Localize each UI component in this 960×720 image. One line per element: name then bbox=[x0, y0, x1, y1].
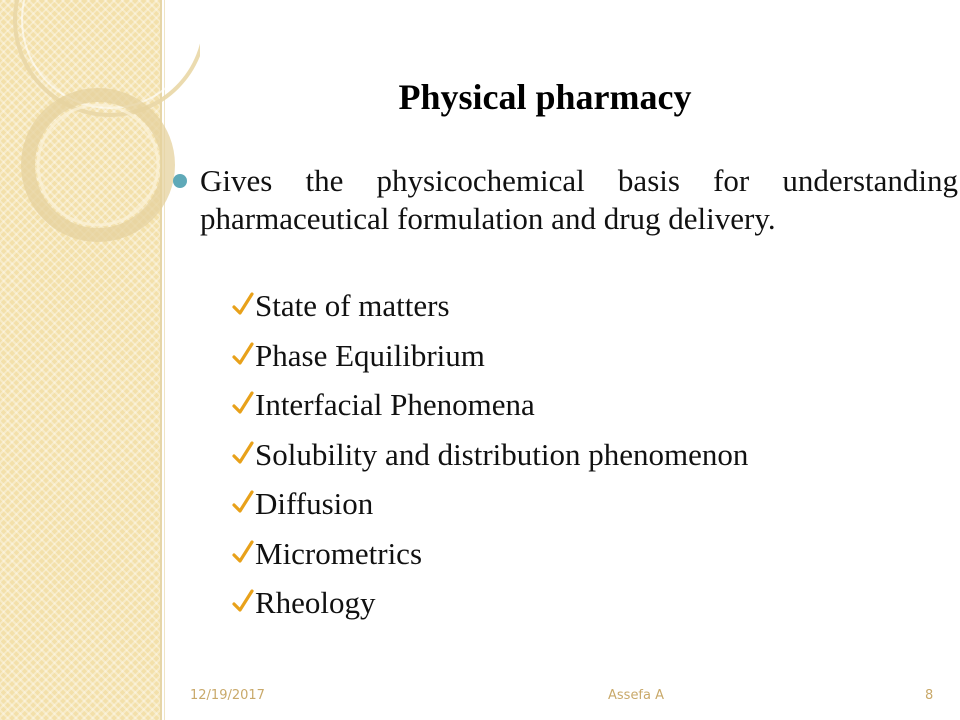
slide-title: Physical pharmacy bbox=[398, 77, 692, 117]
checkmark-icon bbox=[232, 290, 254, 320]
checklist-item bbox=[232, 336, 748, 386]
footer-author: Assefa A bbox=[608, 688, 665, 703]
main-bullet-text: Gives the physicochemical basis for understanding pharmaceutical formulation and drug delivery. bbox=[200, 163, 958, 236]
checkmark-icon bbox=[232, 389, 254, 419]
checklist-item bbox=[232, 583, 748, 633]
checkmark-icon bbox=[232, 439, 254, 469]
checklist-item bbox=[232, 484, 748, 534]
checklist-item-label: State of matters bbox=[255, 288, 450, 323]
checklist-item-label: Rheology bbox=[255, 585, 376, 620]
checklist-item-label: Phase Equilibrium bbox=[255, 337, 485, 373]
checklist-item bbox=[232, 286, 748, 336]
checklist-item-label: Interfacial Phenomena bbox=[255, 387, 535, 422]
checklist-item bbox=[232, 435, 748, 485]
checkmark-icon bbox=[232, 538, 254, 568]
checkmark-icon bbox=[232, 587, 254, 617]
checklist-item bbox=[232, 385, 748, 435]
checklist-item-label: Diffusion bbox=[255, 486, 374, 521]
checklist-item-label: Micrometrics bbox=[255, 535, 423, 571]
bullet-dot-icon bbox=[173, 174, 187, 188]
checkmark-icon bbox=[232, 340, 254, 370]
checkmark-icon bbox=[232, 488, 254, 518]
footer-date: 12/19/2017 bbox=[190, 688, 265, 703]
footer-page-number: 8 bbox=[925, 688, 934, 703]
decorative-circles bbox=[0, 0, 200, 260]
checklist bbox=[232, 286, 748, 633]
checklist-item-label: Solubility and distribution phenomenon bbox=[255, 436, 749, 472]
checklist-item bbox=[232, 534, 748, 584]
